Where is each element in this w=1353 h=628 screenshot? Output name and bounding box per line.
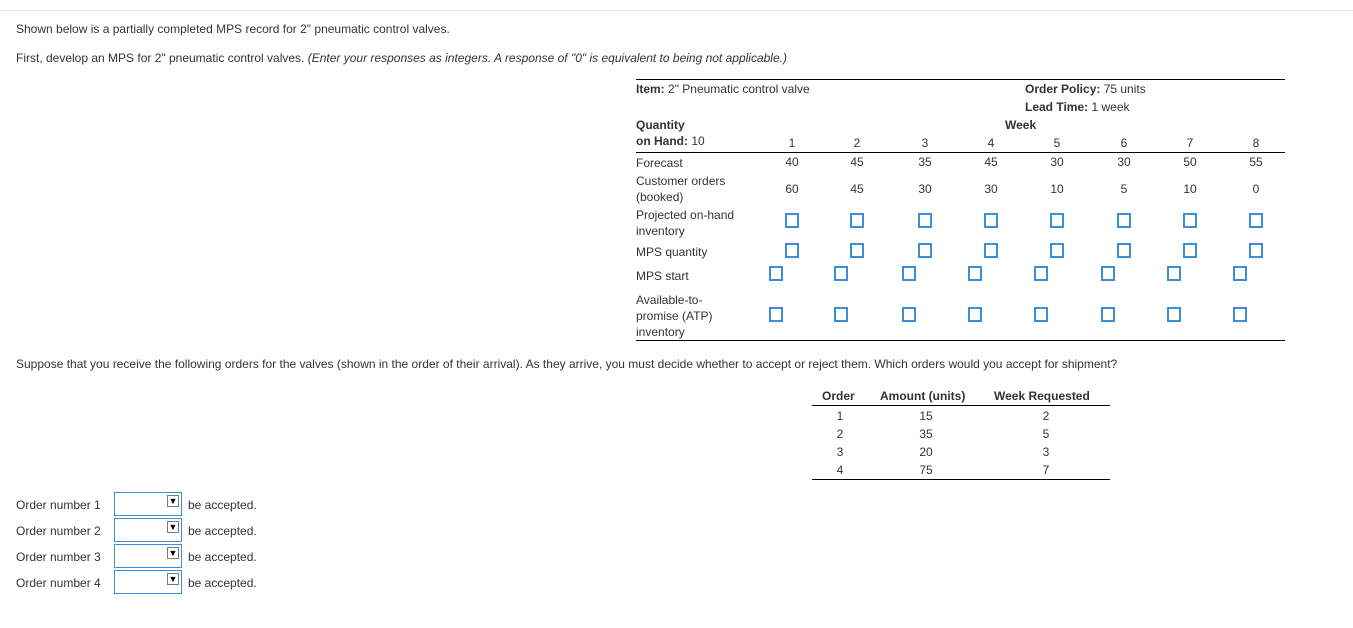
mps-quantity-label: MPS quantity [636,245,708,259]
forecast-label: Forecast [636,156,683,170]
order-accept-dropdown[interactable] [114,518,182,542]
atp-input[interactable] [902,307,916,322]
order-answer-suffix: be accepted. [188,498,257,512]
order-answer-label: Order number 1 [16,498,101,512]
orders-bottom-rule [812,479,1110,480]
mps-bottom-rule [636,340,1285,341]
week-number: 3 [921,136,929,150]
order-policy [1025,82,1146,96]
order-policy-label: Order Policy: [1025,82,1101,96]
lead-time-value: 1 week [1091,100,1130,114]
atp-input[interactable] [769,307,783,322]
qoh-label-2: on Hand: [636,134,688,148]
instruction-note: (Enter your responses as integers. A response of "0" is equivalent to being not applicable.) [307,51,787,65]
dropdown-arrow-icon[interactable]: ▼ [168,496,178,506]
projected-inventory-input[interactable] [1117,213,1131,228]
atp-input[interactable] [1233,307,1247,322]
week-number: 5 [1053,136,1061,150]
mps-start-input[interactable] [1101,266,1115,281]
forecast-value: 35 [918,155,932,169]
top-divider [0,10,1353,11]
mps-quantity-input[interactable] [1249,243,1263,258]
mps-top-rule [636,79,1285,80]
mps-quantity-input[interactable] [918,243,932,258]
projected-inventory-input[interactable] [1050,213,1064,228]
projected-inventory-input[interactable] [984,213,998,228]
mps-start-input[interactable] [902,266,916,281]
order-answer-suffix: be accepted. [188,550,257,564]
customer-orders-value: 5 [1120,182,1128,196]
order-amount-cell: 35 [919,427,933,441]
order-answer-label: Order number 2 [16,524,101,538]
forecast-value: 40 [785,155,799,169]
forecast-value: 50 [1183,155,1197,169]
orders-header-week: Week Requested [994,389,1090,403]
lead-time-label: Lead Time: [1025,100,1089,114]
atp-input[interactable] [1101,307,1115,322]
atp-input[interactable] [968,307,982,322]
mps-start-input[interactable] [769,266,783,281]
mps-quantity-input[interactable] [984,243,998,258]
customer-orders-value: 30 [984,182,998,196]
customer-orders-label: Customer orders (booked) [636,174,726,204]
week-header: Week [1005,118,1037,132]
orders-header-order: Order [822,389,855,403]
mps-start-input[interactable] [1233,266,1247,281]
week-number: 8 [1252,136,1260,150]
lead-time [1025,100,1130,114]
projected-inventory-input[interactable] [1249,213,1263,228]
order-accept-dropdown[interactable] [114,492,182,516]
orders-header-rule [812,405,1110,406]
order-week-cell: 2 [1042,409,1050,423]
mps-quantity-input[interactable] [1050,243,1064,258]
customer-orders-value: 45 [850,182,864,196]
week-number: 7 [1186,136,1194,150]
customer-orders-value: 0 [1252,182,1260,196]
mps-start-input[interactable] [1034,266,1048,281]
order-answer-label: Order number 3 [16,550,101,564]
instruction-main: First, develop an MPS for 2" pneumatic control valves. [16,51,305,65]
order-accept-dropdown[interactable] [114,570,182,594]
orders-header-amount: Amount (units) [880,389,966,403]
order-answer-suffix: be accepted. [188,524,257,538]
qoh-value: 10 [691,134,705,148]
atp-input[interactable] [1167,307,1181,322]
customer-orders-value: 10 [1050,182,1064,196]
order-answer-label: Order number 4 [16,576,101,590]
mps-header-rule [636,152,1285,153]
order-number-cell: 2 [836,427,844,441]
mps-quantity-input[interactable] [850,243,864,258]
customer-orders-value: 30 [918,182,932,196]
mps-quantity-input[interactable] [785,243,799,258]
forecast-value: 45 [850,155,864,169]
order-number-cell: 3 [836,445,844,459]
order-amount-cell: 15 [919,409,933,423]
dropdown-arrow-icon[interactable]: ▼ [168,548,178,558]
mps-quantity-input[interactable] [1117,243,1131,258]
order-answer-suffix: be accepted. [188,576,257,590]
week-number: 1 [788,136,796,150]
dropdown-arrow-icon[interactable]: ▼ [168,574,178,584]
order-accept-dropdown[interactable] [114,544,182,568]
qoh-row [636,134,705,148]
order-amount-cell: 75 [919,463,933,477]
forecast-value: 30 [1050,155,1064,169]
order-week-cell: 3 [1042,445,1050,459]
projected-label: Projected on-hand inventory [636,208,735,238]
instruction-text [16,51,787,65]
forecast-value: 30 [1117,155,1131,169]
customer-orders-value: 60 [785,182,799,196]
item-row [636,82,810,96]
week-number: 6 [1120,136,1128,150]
atp-label: Available-to-promise (ATP) inventory [636,293,713,339]
projected-inventory-input[interactable] [918,213,932,228]
order-week-cell: 7 [1042,463,1050,477]
atp-input[interactable] [834,307,848,322]
customer-orders-value: 10 [1183,182,1197,196]
mps-start-label: MPS start [636,269,689,283]
order-amount-cell: 20 [919,445,933,459]
qoh-label-1: Quantity [636,118,685,132]
week-number: 2 [853,136,861,150]
intro-text: Shown below is a partially completed MPS record for 2" pneumatic control valves. [16,22,450,36]
projected-inventory-input[interactable] [850,213,864,228]
item-value: 2" Pneumatic control valve [668,82,810,96]
mps-start-input[interactable] [834,266,848,281]
forecast-value: 45 [984,155,998,169]
order-number-cell: 1 [836,409,844,423]
mps-start-input[interactable] [968,266,982,281]
forecast-value: 55 [1249,155,1263,169]
mps-start-input[interactable] [1167,266,1181,281]
projected-inventory-input[interactable] [1183,213,1197,228]
mps-quantity-input[interactable] [1183,243,1197,258]
atp-input[interactable] [1034,307,1048,322]
projected-inventory-input[interactable] [785,213,799,228]
week-number: 4 [987,136,995,150]
order-policy-value: 75 units [1103,82,1146,96]
dropdown-arrow-icon[interactable]: ▼ [168,522,178,532]
item-label: Item: [636,82,665,96]
order-number-cell: 4 [836,463,844,477]
order-week-cell: 5 [1042,427,1050,441]
question-2-text: Suppose that you receive the following orders for the valves (shown in the order of their arrival). As they arrive, you must decide whether to accept or reject them. Which orders would you accept for shipment? [16,357,1118,371]
